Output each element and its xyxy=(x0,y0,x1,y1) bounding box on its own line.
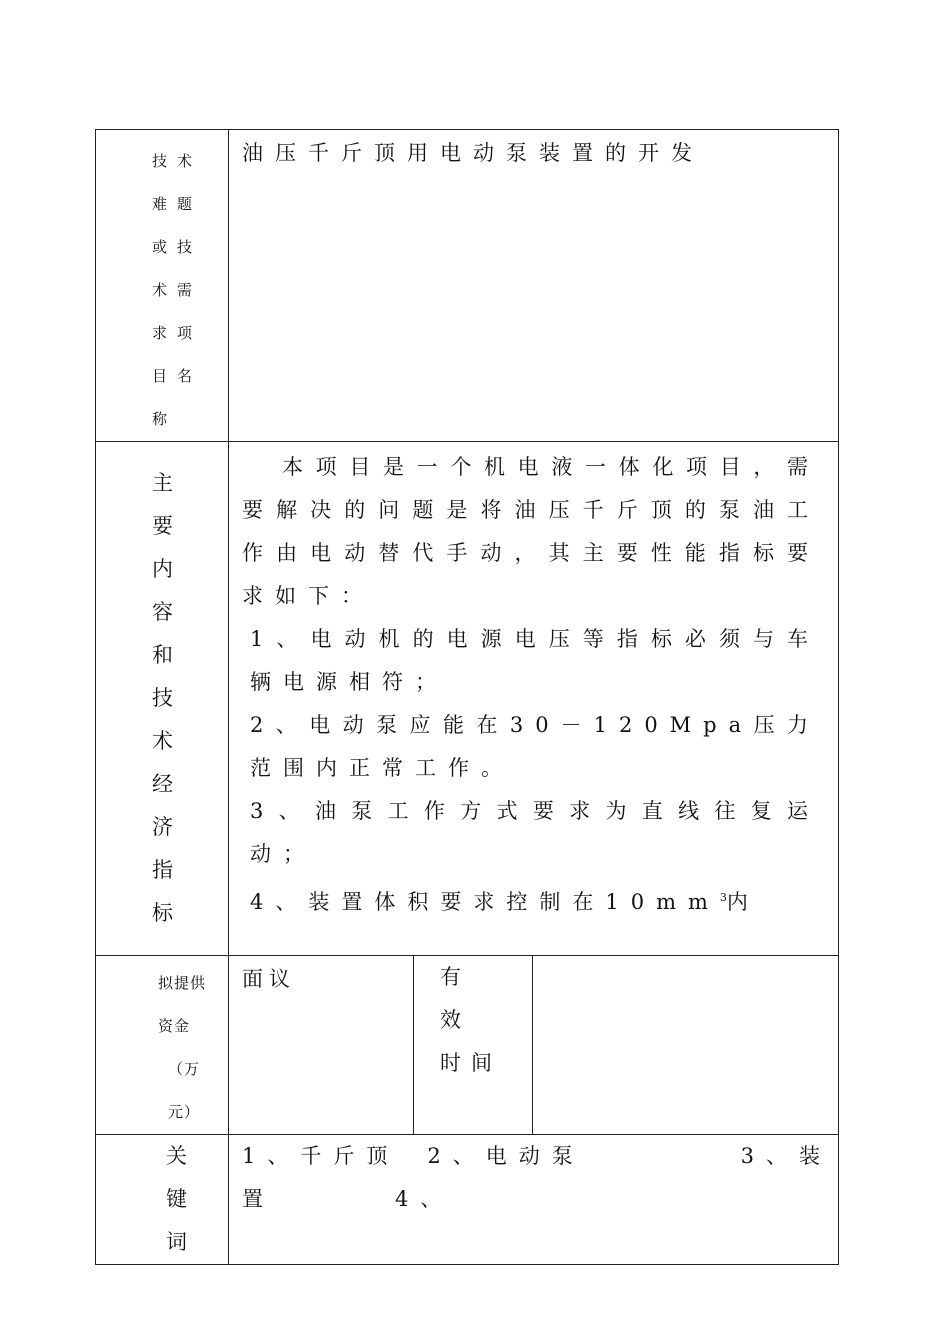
main-content-label-char: 要 xyxy=(152,514,173,538)
main-content-label-char: 标 xyxy=(152,901,173,925)
main-content-label xyxy=(96,442,229,956)
main-content-label-char: 指 xyxy=(152,858,173,882)
project-name-label-text: 技术难题或技术需求项目名称 xyxy=(152,152,203,428)
valid-time-label-line: 时间 xyxy=(440,1051,502,1075)
funding-row xyxy=(96,956,839,1135)
main-content-intro: 本项目是一个机电液一体化项目，需要解决的问题是将油压千斤顶的泵油工作由电动替代手动，其主要性能指标要求如下： xyxy=(242,455,821,608)
keyword-3-cont: 置 xyxy=(242,1187,275,1211)
keyword-2: 2、电动泵 xyxy=(427,1144,585,1168)
keyword-4: 4、 xyxy=(395,1187,454,1211)
keywords-label xyxy=(96,1135,229,1265)
funding-label xyxy=(96,956,229,1135)
keywords-row xyxy=(96,1135,839,1265)
keyword-3: 3、装 xyxy=(740,1144,833,1168)
main-content-label-char: 技 xyxy=(152,686,173,710)
request-form-table xyxy=(95,129,839,1265)
main-content-row xyxy=(96,442,839,956)
keywords-line-1 xyxy=(242,1135,833,1178)
main-content-label-char: 术 xyxy=(152,729,173,753)
requirement-item: 1、电动机的电源电压等指标必须与车辆电源相符； xyxy=(250,627,821,694)
main-content-label-char: 经 xyxy=(152,772,173,796)
requirement-item-volume xyxy=(242,876,820,924)
keywords-line-2 xyxy=(242,1178,820,1221)
volume-suffix: 内 xyxy=(726,890,760,914)
funding-label-line: （万 xyxy=(168,1060,201,1078)
valid-time-label xyxy=(414,956,533,1135)
funding-label-line: 元） xyxy=(168,1103,201,1121)
requirement-item: 2、电动泵应能在30－120Mpa压力范围内正常工作。 xyxy=(250,713,821,780)
keywords-label-char: 关 xyxy=(166,1144,187,1168)
keywords-label-char: 键 xyxy=(166,1187,187,1211)
main-content-label-char: 和 xyxy=(152,643,173,667)
volume-exponent: 3 xyxy=(719,891,727,904)
requirement-item: 3、油泵工作方式要求为直线往复运动； xyxy=(250,799,821,866)
project-name-value: 油压千斤顶用电动泵装置的开发 xyxy=(229,130,839,442)
main-content-label-char: 主 xyxy=(152,471,173,495)
main-content-label-char: 济 xyxy=(152,815,173,839)
main-content-label-char: 内 xyxy=(152,557,173,581)
keywords-value xyxy=(229,1135,839,1265)
valid-time-value xyxy=(533,956,839,1135)
project-name-row xyxy=(96,130,839,442)
keywords-label-char: 词 xyxy=(166,1230,187,1254)
main-content-body xyxy=(229,442,839,956)
funding-label-line: 资金 xyxy=(158,1017,191,1035)
volume-text: 4、装置体积要求控制在10mm xyxy=(250,890,720,914)
funding-label-line: 拟提供 xyxy=(158,974,207,992)
main-content-label-char: 容 xyxy=(152,600,173,624)
project-name-label xyxy=(96,130,229,442)
keyword-1: 1、千斤顶 xyxy=(242,1144,400,1168)
funding-value: 面议 xyxy=(229,956,414,1135)
valid-time-label-line: 有效 xyxy=(440,965,491,1032)
